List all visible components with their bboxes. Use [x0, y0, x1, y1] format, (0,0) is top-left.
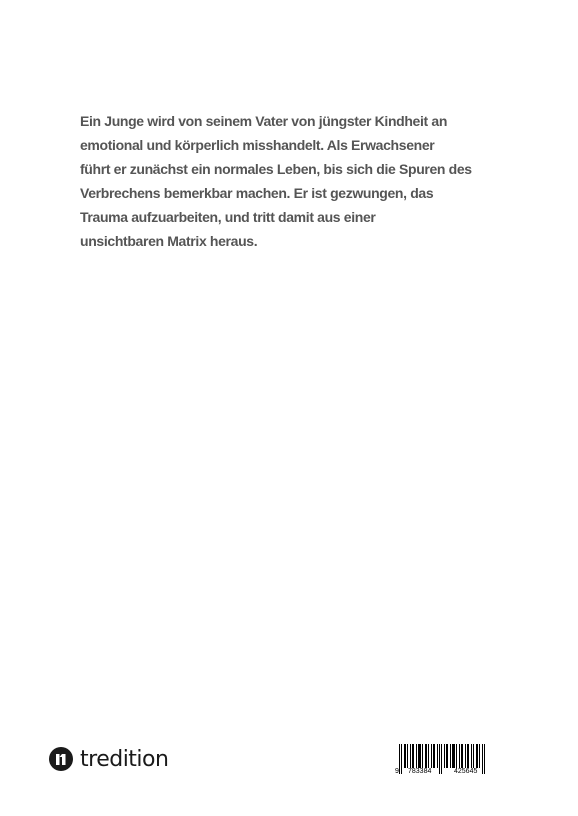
barcode-digits: [395, 768, 495, 778]
blurb-line: unsichtbaren Matrix heraus.: [80, 233, 258, 249]
back-cover-blurb: [80, 109, 480, 253]
publisher-branding: [49, 745, 168, 773]
publisher-name: tredition: [80, 746, 169, 772]
blurb-line: Ein Junge wird von seinem Vater von jüngster Kindheit an: [80, 113, 448, 129]
tredition-logo-icon: [49, 747, 73, 771]
blurb-line: führt er zunächst ein normales Leben, bis sich die Spuren des: [80, 161, 472, 177]
barcode-lead-digit: 9: [395, 768, 399, 775]
blurb-line: emotional und körperlich misshandelt. Als Erwachsener: [80, 137, 435, 153]
blurb-line: Trauma aufzuarbeiten, und tritt damit aus einer: [80, 209, 376, 225]
isbn-barcode: [395, 744, 495, 776]
barcode-digit-group: 425645: [454, 768, 478, 775]
blurb-line: Verbrechens bemerkbar machen. Er ist gezwungen, das: [80, 185, 434, 201]
barcode-digit-group: 783384: [408, 768, 432, 775]
